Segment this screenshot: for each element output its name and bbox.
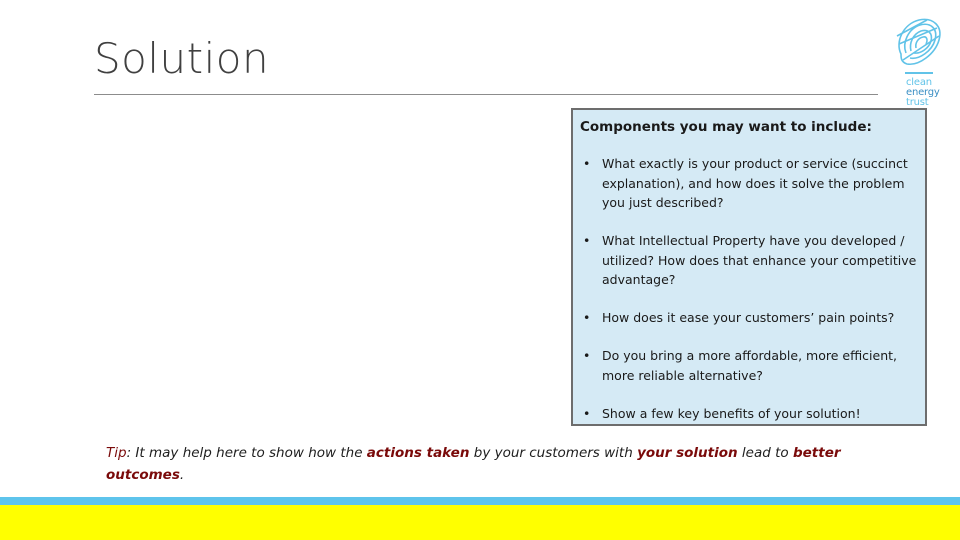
tip-text-part: : It may help here to show how the	[126, 445, 367, 461]
bullet-dot: •	[583, 310, 591, 325]
logo-word-energy: energy	[906, 87, 940, 98]
slide-title: Solution	[94, 34, 270, 83]
bullet-item-benefits	[583, 404, 919, 424]
bullet-text: Do you bring a more affordable, more efficient, more reliable alternative?	[602, 348, 897, 383]
tip-emphasis: better outcomes	[106, 445, 841, 483]
footer-yellow-band	[0, 505, 960, 540]
tip-text	[106, 442, 896, 486]
bullet-text: What Intellectual Property have you developed / utilized? How does that enhance your competitive advantage?	[602, 233, 917, 287]
bullet-item-ip	[583, 231, 919, 290]
bullet-text: What exactly is your product or service (succinct explanation), and how does it solve the problem you just described?	[602, 156, 908, 210]
bullet-text: Show a few key benefits of your solution!	[602, 406, 861, 421]
tip-label: Tip	[106, 445, 127, 461]
bullet-item-pain-points	[583, 308, 919, 328]
bullet-item-product	[583, 154, 919, 213]
tip-text-part: .	[179, 467, 185, 483]
logo-word-clean: clean	[906, 77, 932, 88]
logo-word-trust: trust	[906, 97, 929, 108]
bullet-dot: •	[583, 348, 591, 363]
tip-text-part: by your customers with	[469, 445, 638, 461]
tip-emphasis: actions taken	[366, 445, 470, 461]
components-box	[571, 108, 927, 426]
tip-emphasis: your solution	[637, 445, 738, 461]
logo-divider	[905, 72, 933, 74]
footer-blue-strip	[0, 497, 960, 505]
components-heading: Components you may want to include:	[580, 119, 872, 135]
bullet-dot: •	[583, 233, 591, 248]
bullet-item-alternative	[583, 346, 919, 385]
tip-text-part: lead to	[737, 445, 793, 461]
bullet-dot: •	[583, 156, 591, 171]
bullet-text: How does it ease your customers’ pain points?	[602, 310, 895, 325]
bullet-dot: •	[583, 406, 591, 421]
title-divider	[94, 94, 878, 95]
